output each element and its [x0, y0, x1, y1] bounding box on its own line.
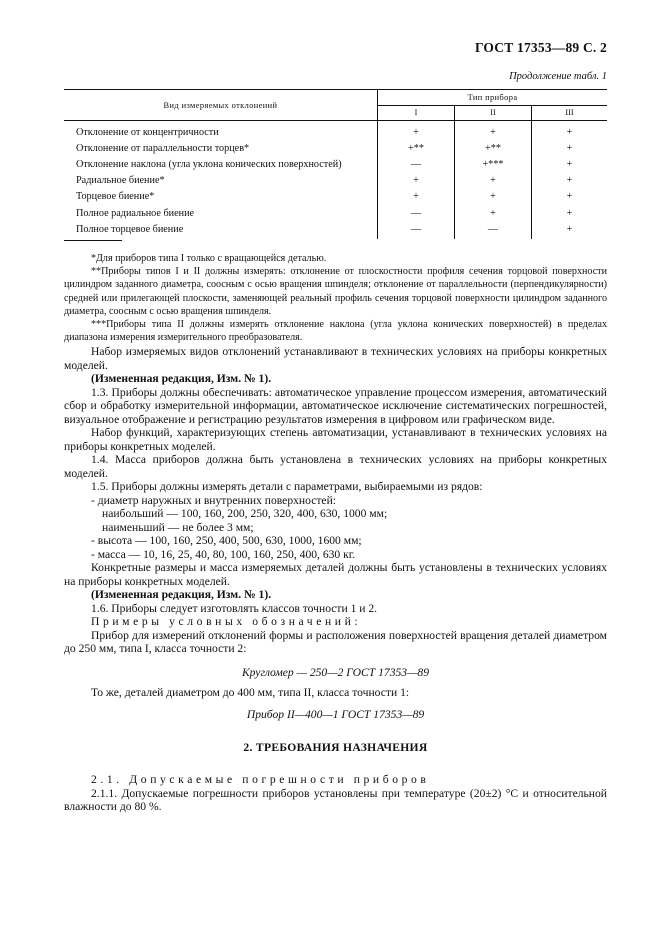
cell-type-3: +	[532, 221, 608, 239]
formula: Кругломер — 250—2 ГОСТ 17353—89	[241, 666, 430, 679]
table-row	[64, 221, 607, 239]
row-name: Полное радиальное биение	[76, 207, 195, 219]
column-header-type: Тип прибора	[378, 90, 608, 106]
footnote-2: **Приборы типов I и II должны измерять: отклонение от плоскостности профиля сечения торцовой поверхности цилиндром заданного диаметра, соосным с осью вращения шпинделя; отклонение от параллельности (перпендикулярности) средней или прилегающей плоскости, заменяющей реальный профиль сечения торцовой поверхности цилиндром заданного диаметра, соосным с осью вращения шпинделя.	[64, 266, 607, 317]
table-row	[64, 205, 607, 221]
table-row	[64, 140, 607, 156]
list-subitem: наименьший — не более 3 мм;	[102, 520, 254, 534]
edit-note: (Измененная редакция, Изм. № 1).	[91, 372, 272, 385]
cell-type-2: +	[455, 205, 532, 221]
cell-type-1: —	[378, 156, 455, 172]
paragraph-1-3: 1.3. Приборы должны обеспечивать: автоматическое управление процессом измерения, автоматический сбор и обработку измерительной информации, автоматическое исключение систематических погрешностей, визуальное отображение и регистрацию результатов измерения в цифровом или графическом виде.	[64, 385, 607, 426]
subsection-heading: 2.1. Допускаемые погрешности приборов	[91, 773, 430, 786]
row-name: Радиальное биение*	[76, 175, 165, 187]
table-row	[64, 173, 607, 189]
body-text-section-2	[64, 773, 607, 814]
examples-heading: Примеры условных обозначений:	[91, 615, 362, 628]
cell-type-3: +	[532, 140, 608, 156]
cell-type-2: +**	[455, 140, 532, 156]
cell-type-1: +**	[378, 140, 455, 156]
cell-type-2: +***	[455, 156, 532, 172]
table-row	[64, 156, 607, 172]
paragraph-1-6: 1.6. Приборы следует изготовлять классов точности 1 и 2.	[91, 601, 378, 615]
paragraph: Прибор для измерений отклонений формы и расположения поверхностей вращения деталей диаметром до 250 мм, типа I, класса точности 2:	[64, 628, 607, 655]
cell-type-1: +	[378, 121, 455, 141]
paragraph: Конкретные размеры и масса измеряемых деталей должны быть установлены в технических условиях на приборы конкретных моделей.	[64, 561, 607, 588]
paragraph: Набор измеряемых видов отклонений устанавливают в технических условиях на приборы конкретных моделей.	[64, 345, 607, 372]
cell-type-1: —	[378, 205, 455, 221]
column-header-type-2: II	[455, 105, 532, 121]
body-text-section-1	[64, 345, 607, 656]
paragraph-2-1-1: 2.1.1. Допускаемые погрешности приборов установлены при температуре (20±2) °С и относительной влажности до 80 %.	[64, 786, 607, 813]
cell-type-3: +	[532, 205, 608, 221]
edit-note: (Измененная редакция, Изм. № 1).	[91, 588, 272, 601]
row-name: Отклонение наклона (угла уклона конических поверхностей)	[76, 158, 342, 170]
paragraph: То же, деталей диаметром до 400 мм, типа II, класса точности 1:	[91, 686, 410, 699]
table-row	[64, 189, 607, 205]
footnote-3: ***Приборы типа II должны измерять отклонение наклона (угла уклона конических поверхностей) в пределах диапазона измерения измерительного преобразователя.	[64, 319, 607, 344]
row-name: Торцевое биение*	[76, 191, 155, 203]
column-header-type-1: I	[378, 105, 455, 121]
row-name: Отклонение от концентричности	[76, 126, 219, 138]
column-header-kind: Вид измеряемых отклонений	[64, 90, 378, 121]
cell-type-1: +	[378, 189, 455, 205]
row-name: Полное торцевое биение	[76, 223, 184, 235]
table-continuation-label: Продолжение табл. 1	[509, 71, 607, 82]
column-header-type-3: III	[532, 105, 608, 121]
cell-type-1: +	[378, 173, 455, 189]
cell-type-3: +	[532, 173, 608, 189]
footnote-1: *Для приборов типа I только с вращающейся деталью.	[91, 253, 327, 264]
cell-type-2: —	[455, 221, 532, 239]
cell-type-2: +	[455, 189, 532, 205]
cell-type-2: +	[455, 173, 532, 189]
cell-type-1: —	[378, 221, 455, 239]
page-header: ГОСТ 17353—89 С. 2	[474, 40, 607, 55]
footnote-separator	[64, 240, 122, 241]
formula: Прибор II—400—1 ГОСТ 17353—89	[246, 708, 425, 721]
paragraph-1-4: 1.4. Масса приборов должна быть установлена в технических условиях на приборы конкретных моделей.	[64, 453, 607, 480]
list-item: - диаметр наружных и внутренних поверхностей:	[91, 493, 336, 507]
section-heading: 2. ТРЕБОВАНИЯ НАЗНАЧЕНИЯ	[243, 741, 428, 754]
body-text-example-2	[64, 686, 607, 700]
list-item: - масса — 10, 16, 25, 40, 80, 100, 160, 250, 400, 630 кг.	[91, 547, 356, 561]
row-name: Отклонение от параллельности торцев*	[76, 142, 250, 154]
cell-type-3: +	[532, 189, 608, 205]
designation-example-2	[64, 708, 607, 722]
paragraph-1-5: 1.5. Приборы должны измерять детали с параметрами, выбираемыми из рядов:	[91, 480, 483, 493]
footnotes	[64, 252, 607, 344]
deviation-types-table	[64, 89, 607, 239]
table-row	[64, 121, 607, 141]
cell-type-3: +	[532, 156, 608, 172]
list-item: - высота — 100, 160, 250, 400, 500, 630, 1000, 1600 мм;	[91, 534, 362, 547]
paragraph: Набор функций, характеризующих степень автоматизации, устанавливают в технических условиях на приборы конкретных моделей.	[64, 426, 607, 453]
designation-example-1	[64, 666, 607, 680]
cell-type-3: +	[532, 121, 608, 141]
cell-type-2: +	[455, 121, 532, 141]
list-subitem: наибольший — 100, 160, 200, 250, 320, 400, 630, 1000 мм;	[102, 507, 388, 520]
